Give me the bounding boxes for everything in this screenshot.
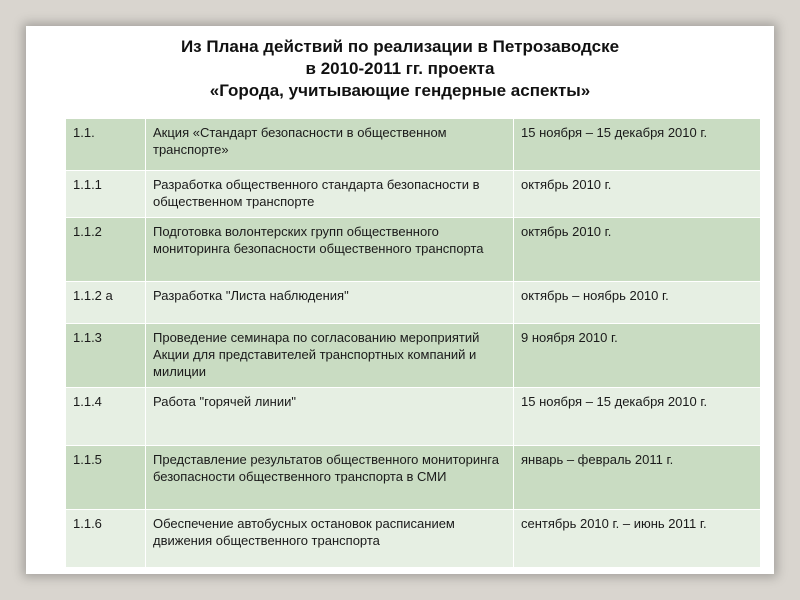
table-row [66,388,761,446]
item-number: 1.1.2 [66,218,146,282]
item-date: сентябрь 2010 г. – июнь 2011 г. [514,510,761,568]
action-plan-table [65,118,761,568]
item-date: октябрь 2010 г. [514,218,761,282]
item-date: 15 ноября – 15 декабря 2010 г. [514,119,761,171]
item-date: январь – февраль 2011 г. [514,446,761,510]
table-row [66,510,761,568]
table-row [66,171,761,218]
item-action: Представление результатов общественного мониторинга безопасности общественного транспорта в СМИ [146,446,514,510]
title-line-3: «Города, учитывающие гендерные аспекты» [209,81,591,100]
item-action: Акция «Стандарт безопасности в общественном транспорте» [146,119,514,171]
item-number: 1.1.6 [66,510,146,568]
table-row [66,218,761,282]
item-number: 1.1.2 а [66,282,146,324]
table-row [66,282,761,324]
title-line-2: в 2010-2011 гг. проекта [305,59,495,78]
item-number: 1.1.3 [66,324,146,388]
item-action: Работа "горячей линии" [146,388,514,446]
item-date: октябрь – ноябрь 2010 г. [514,282,761,324]
item-number: 1.1.5 [66,446,146,510]
table-row [66,446,761,510]
item-date: 15 ноября – 15 декабря 2010 г. [514,388,761,446]
title-line-1: Из Плана действий по реализации в Петрозаводске [180,37,620,56]
slide-title [26,36,774,102]
item-action: Разработка "Листа наблюдения" [146,282,514,324]
table-row [66,119,761,171]
item-action: Подготовка волонтерских групп общественного мониторинга безопасности общественного транспорта [146,218,514,282]
item-date: октябрь 2010 г. [514,171,761,218]
item-date: 9 ноября 2010 г. [514,324,761,388]
table-row [66,324,761,388]
item-number: 1.1.1 [66,171,146,218]
item-action: Разработка общественного стандарта безопасности в общественном транспорте [146,171,514,218]
item-action: Обеспечение автобусных остановок расписанием движения общественного транспорта [146,510,514,568]
item-number: 1.1. [66,119,146,171]
item-action: Проведение семинара по согласованию мероприятий Акции для представителей транспортных компаний и милиции [146,324,514,388]
item-number: 1.1.4 [66,388,146,446]
